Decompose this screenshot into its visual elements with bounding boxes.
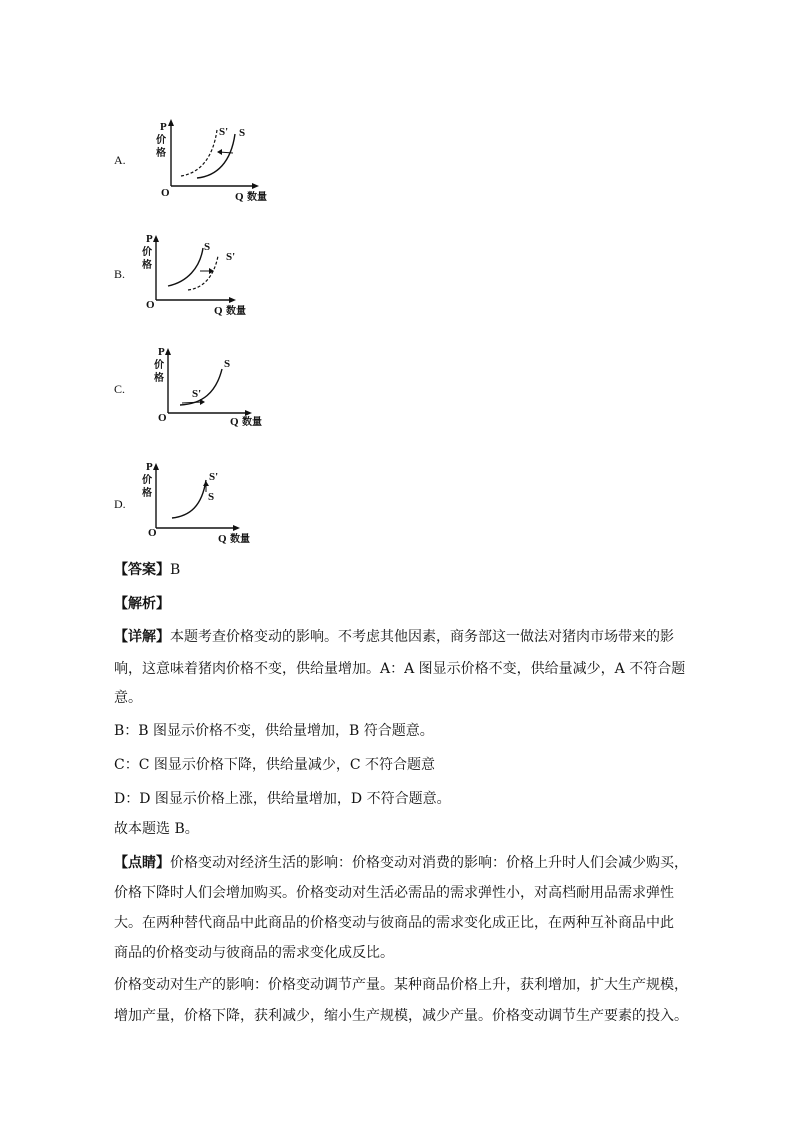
detail-c: C：C 图显示价格下降，供给量减少，C 不符合题意 bbox=[114, 757, 436, 773]
svg-text:S: S bbox=[204, 241, 211, 253]
svg-text:格: 格 bbox=[156, 148, 166, 159]
detail-line-2: 响，这意味着猪肉价格不变，供给量增加。A：A 图显示价格不变，供给量减少，A 不符合题 bbox=[114, 661, 686, 677]
svg-text:Q: Q bbox=[214, 305, 223, 317]
svg-text:格: 格 bbox=[154, 373, 164, 384]
answer-tag: 【答案】 bbox=[114, 562, 170, 578]
svg-text:O: O bbox=[146, 299, 155, 311]
svg-text:S': S' bbox=[209, 471, 219, 483]
detail-d: D：D 图显示价格上涨，供给量增加，D 不符合题意。 bbox=[114, 791, 451, 807]
svg-text:S: S bbox=[224, 358, 231, 370]
svg-text:数量: 数量 bbox=[230, 534, 250, 545]
svg-text:S: S bbox=[208, 491, 215, 503]
graph-a bbox=[155, 118, 275, 212]
svg-text:Q: Q bbox=[230, 416, 239, 428]
svg-text:S': S' bbox=[226, 251, 236, 263]
curve-s bbox=[197, 134, 235, 178]
comment-line-4: 商品的价格变动与彼商品的需求变化成反比。 bbox=[114, 945, 394, 961]
graph-d bbox=[142, 462, 262, 556]
svg-text:Q: Q bbox=[235, 191, 244, 203]
svg-text:O: O bbox=[161, 187, 170, 199]
option-a-label: A. bbox=[114, 153, 126, 167]
detail-b: B：B 图显示价格不变，供给量增加，B 符合题意。 bbox=[114, 723, 434, 739]
svg-text:价: 价 bbox=[154, 360, 164, 371]
svg-text:P: P bbox=[146, 233, 153, 245]
detail-tag: 【详解】 bbox=[114, 629, 170, 645]
curve-s bbox=[172, 480, 206, 518]
comment-line-2: 价格下降时人们会增加购买。价格变动对生活必需品的需求弹性小，对高档耐用品需求弹性 bbox=[114, 885, 674, 901]
svg-text:数量: 数量 bbox=[226, 306, 246, 317]
analysis-tag: 【解析】 bbox=[114, 596, 170, 612]
graph-c bbox=[152, 347, 272, 441]
detail-line-1: 【详解】本题考查价格变动的影响。不考虑其他因素，商务部这一做法对猪肉市场带来的影 bbox=[114, 629, 674, 645]
svg-text:价: 价 bbox=[142, 475, 152, 486]
curve-s bbox=[168, 248, 203, 286]
svg-text:P: P bbox=[146, 461, 153, 473]
svg-text:格: 格 bbox=[142, 260, 152, 271]
answer-value: B bbox=[170, 562, 181, 578]
svg-text:P: P bbox=[158, 346, 165, 358]
svg-text:价: 价 bbox=[156, 135, 166, 146]
comment-tag: 【点睛】 bbox=[114, 855, 170, 871]
svg-text:P: P bbox=[160, 121, 167, 133]
detail-line-3: 意。 bbox=[114, 690, 142, 706]
comment-line-3: 大。在两种替代商品中此商品的价格变动与彼商品的需求变化成正比，在两种互补商品中此 bbox=[114, 915, 674, 931]
detail-conclusion: 故本题选 B。 bbox=[114, 821, 199, 837]
curve-s-prime bbox=[188, 256, 218, 290]
svg-text:Q: Q bbox=[218, 533, 227, 545]
comment-line-1: 【点睛】价格变动对经济生活的影响：价格变动对消费的影响：价格上升时人们会减少购买， bbox=[114, 855, 688, 871]
svg-text:格: 格 bbox=[142, 488, 152, 499]
svg-text:S': S' bbox=[219, 126, 229, 138]
svg-text:数量: 数量 bbox=[247, 192, 267, 203]
graph-b bbox=[142, 234, 262, 328]
comment-line-6: 增加产量，价格下降，获利减少，缩小生产规模，减少产量。价格变动调节生产要素的投入。 bbox=[114, 1008, 688, 1024]
svg-text:价: 价 bbox=[142, 247, 152, 258]
option-b-label: B. bbox=[114, 267, 126, 281]
comment-line-5: 价格变动对生产的影响：价格变动调节产量。某种商品价格上升，获利增加，扩大生产规模， bbox=[114, 977, 688, 993]
svg-text:S': S' bbox=[192, 388, 202, 400]
answer-line bbox=[114, 560, 694, 580]
curve-s-prime bbox=[181, 130, 217, 176]
svg-text:S: S bbox=[239, 127, 246, 139]
option-c-label: C. bbox=[114, 382, 126, 396]
svg-text:O: O bbox=[148, 527, 157, 539]
svg-text:O: O bbox=[158, 412, 167, 424]
svg-text:数量: 数量 bbox=[242, 417, 262, 428]
option-d-label: D. bbox=[114, 497, 126, 511]
